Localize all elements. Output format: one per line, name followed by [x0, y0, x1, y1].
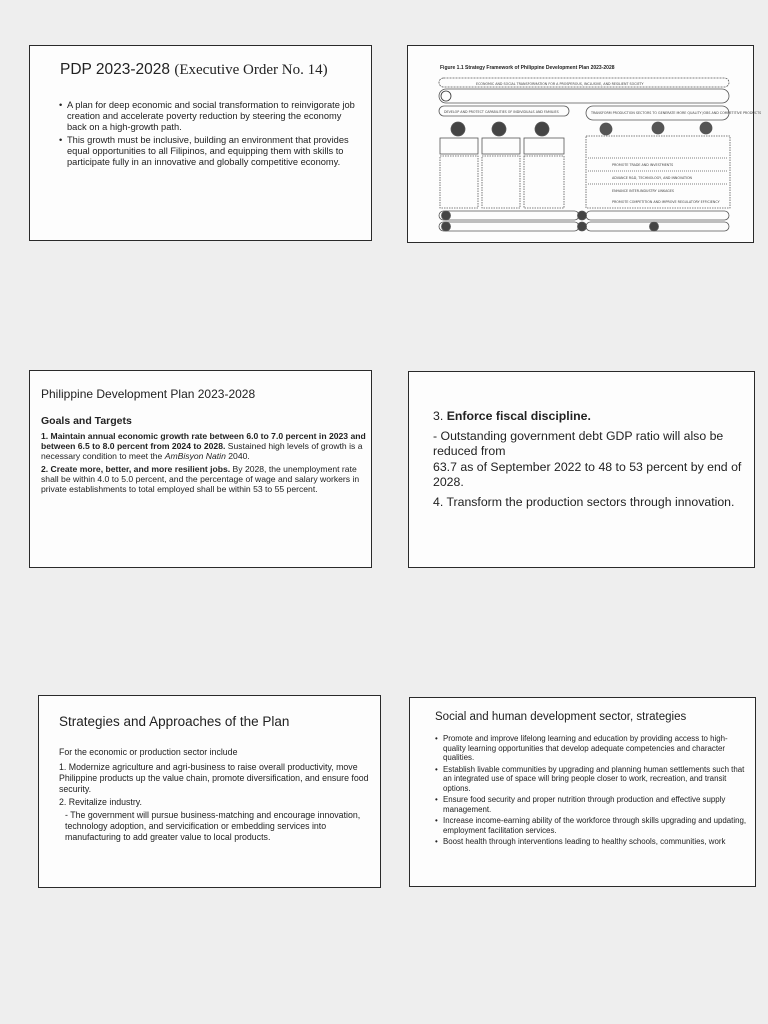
- bullet-icon: •: [59, 135, 63, 145]
- diagram-text: DEVELOP AND PROTECT CAPABILITIES OF INDIVIDUALS AND FAMILIES: [444, 110, 559, 114]
- title-executive-order: (Executive Order No. 14): [174, 62, 328, 78]
- item-3: [433, 409, 748, 425]
- slide-subtitle: Goals and Targets: [41, 415, 132, 427]
- diagram-text: ADVANCE R&D, TECHNOLOGY, AND INNOVATION: [612, 176, 693, 180]
- bullet-icon: •: [435, 764, 438, 774]
- diagram-text: PROMOTE COMPETITION AND IMPROVE REGULATORY EFFICIENCY: [612, 200, 720, 204]
- item-1: 1. Modernize agriculture and agri-business to raise overall productivity, move Philippine products up the value chain, promote diversification, and ensure food security.: [59, 762, 369, 794]
- item-3-number: 3.: [433, 409, 447, 423]
- list-item: [435, 734, 750, 763]
- slide-title: Strategies and Approaches of the Plan: [59, 714, 290, 729]
- item-2-detail: - The government will pursue business-matching and encourage innovation, technology adoption, and servicification or embedding services into manufacturing to add greater value to local products.: [65, 810, 361, 842]
- bullet-list: [59, 100, 359, 170]
- list-item: [435, 816, 750, 835]
- debt-line-2: 63.7 as of September 2022 to 48 to 53 percent by end of 2028.: [433, 459, 742, 489]
- intro-text: For the economic or production sector include: [59, 747, 238, 757]
- list-item: [59, 100, 359, 133]
- goal-1-heading: 1. Maintain annual economic growth rate between 6.0 to 7.0 percent in 2023 and between 6.5 to 8.0 percent from 2024 to 2028.: [41, 431, 366, 451]
- goal-2-text: By 2028, the unemployment rate shall be within 4.0 to 5.0 percent, and the percentage of wage and salary workers in private establishments to total employed shall be within 53 to 55 percent.: [41, 464, 360, 494]
- item-2: 2. Revitalize industry.: [59, 797, 142, 807]
- goal-2: [41, 464, 366, 494]
- debt-line-1: - Outstanding government debt GDP ratio will also be reduced from: [433, 428, 724, 458]
- bullet-text: Increase income-earning ability of the workforce through skills upgrading and updating, employment facilitation services.: [443, 816, 747, 835]
- list-item: [435, 765, 750, 794]
- slide-body: [433, 409, 748, 514]
- list-item: [59, 135, 359, 168]
- goal-1-end: 2040.: [225, 451, 250, 461]
- slide-strategies-approaches: [38, 695, 381, 888]
- bullet-text: This growth must be inclusive, building an environment that provides equal opportunities to all Filipinos, and equipping them with skills to participate fully in an innovative and globally competitive economy.: [67, 135, 349, 167]
- bullet-text: A plan for deep economic and social transformation to reinvigorate job creation and accelerate poverty reduction by steering the economy back on a high-growth path.: [67, 100, 355, 132]
- item-4: 4. Transform the production sectors through innovation.: [433, 494, 735, 509]
- diagram-text: TRANSFORM PRODUCTION SECTORS TO GENERATE MORE QUALITY JOBS AND COMPETITIVE PRODUCTS: [591, 111, 762, 115]
- figure-title: Figure 1.1 Strategy Framework of Philippine Development Plan 2023-2028: [440, 65, 615, 71]
- goal-2-heading: 2. Create more, better, and more resilient jobs.: [41, 464, 231, 474]
- slide-social-human-development: [409, 697, 756, 887]
- slide-pdp-overview: [29, 45, 372, 241]
- slide-title: Social and human development sector, strategies: [435, 711, 687, 723]
- slide-strategy-framework: [407, 45, 762, 243]
- bullet-icon: •: [435, 734, 438, 743]
- slide-goals-targets: [29, 370, 372, 568]
- diagram-text: ECONOMIC AND SOCIAL TRANSFORMATION FOR A PROSPEROUS, INCLUSIVE, AND RESILIENT SOCIETY: [476, 82, 644, 86]
- bullet-icon: •: [59, 100, 63, 110]
- diagram-text: PROMOTE TRADE AND INVESTMENTS: [612, 163, 674, 167]
- bullet-text: Ensure food security and proper nutrition through production and effective supply management.: [443, 795, 726, 814]
- list-item: [435, 795, 750, 814]
- bullet-text: Promote and improve lifelong learning and education by providing access to high-quality learning opportunities that develop adequate competencies and character qualities.: [443, 734, 728, 762]
- bullet-icon: •: [435, 837, 438, 846]
- slide-fiscal-discipline: [408, 371, 755, 568]
- slide-body: [59, 747, 374, 845]
- diagram-text: ENHANCE INTER-INDUSTRY LINKAGES: [612, 189, 675, 193]
- bullet-text: Boost health through interventions leading to healthy schools, communities, work: [443, 837, 726, 846]
- slide-title: Philippine Development Plan 2023-2028: [41, 387, 256, 401]
- goal-1-italic: AmBisyon Natin: [164, 451, 226, 461]
- bullet-icon: •: [435, 795, 438, 804]
- slide-body: [41, 431, 366, 497]
- item-3-heading: Enforce fiscal discipline.: [446, 409, 591, 423]
- goal-1: [41, 431, 366, 461]
- goal-1-text: Sustained high levels of growth is a necessary condition to meet the: [41, 441, 363, 461]
- list-item: [435, 837, 750, 847]
- title-main: PDP 2023-2028: [60, 61, 171, 78]
- slide-title: [60, 61, 328, 79]
- strategy-framework-diagram: [436, 74, 762, 234]
- bullet-text: Establish livable communities by upgrading and planning human settlements such that an integrated use of space will bring people closer to work, recreation, and transit options.: [443, 764, 745, 793]
- bullet-list: [435, 734, 750, 849]
- bullet-icon: •: [435, 816, 438, 825]
